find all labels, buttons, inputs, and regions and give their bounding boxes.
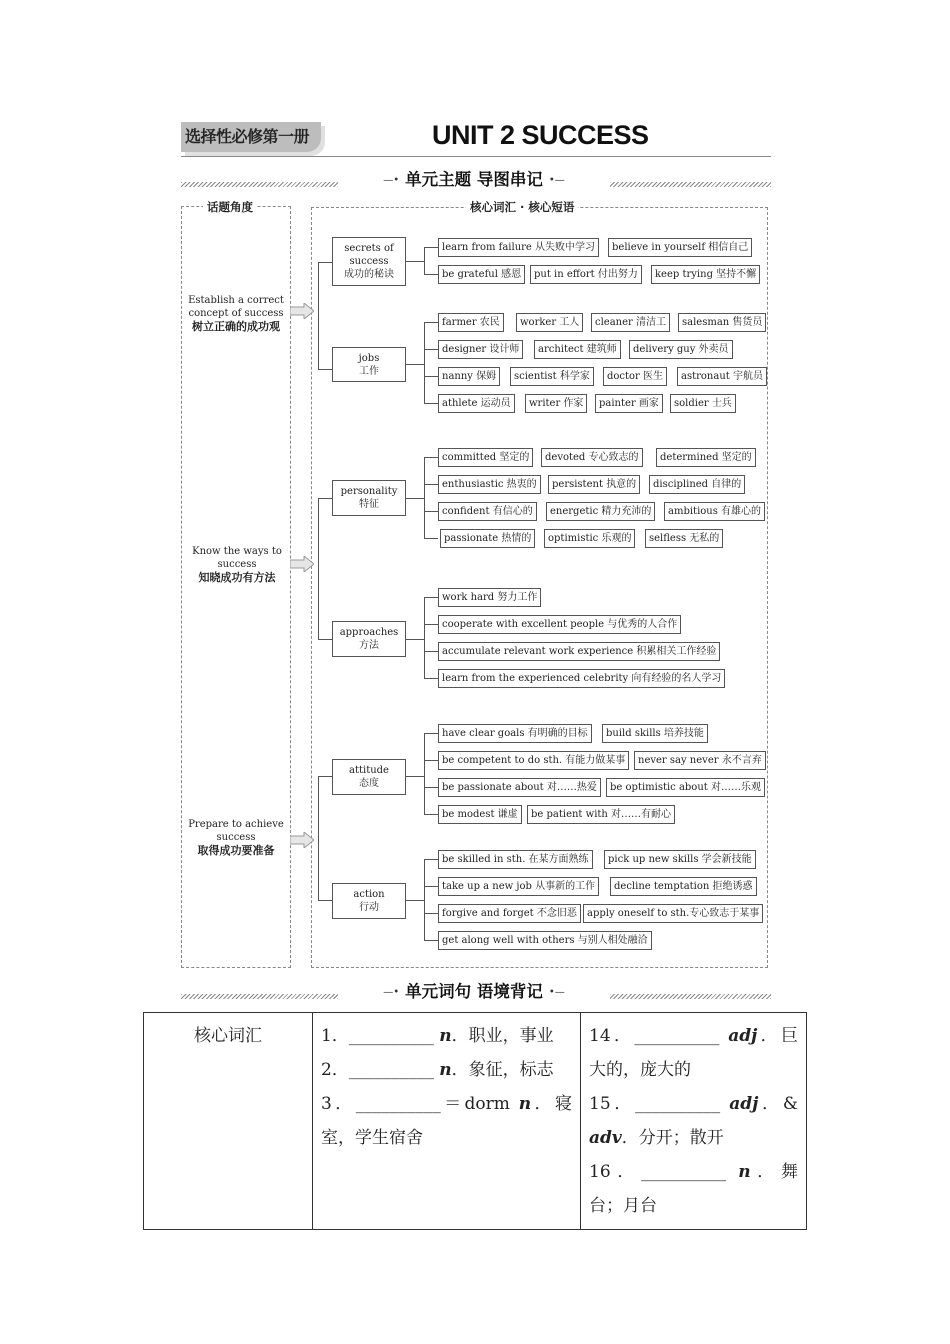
- connector: [424, 247, 438, 248]
- phrase-chip: keep trying 坚持不懈: [651, 265, 760, 284]
- connector: [424, 913, 438, 914]
- phrase-chip: nanny 保姆: [438, 367, 500, 386]
- item-number: 2．: [321, 1060, 349, 1080]
- vocab-header-cell: [144, 1013, 313, 1230]
- phrase-chip: forgive and forget 不念旧恶: [438, 904, 581, 923]
- connector: [424, 403, 438, 404]
- category-personality-en: personality: [340, 486, 398, 497]
- connector: [318, 900, 332, 901]
- phrase-chip: delivery guy 外卖员: [629, 340, 733, 359]
- category-jobs-cn: 工作: [359, 365, 379, 377]
- connector: [318, 498, 332, 499]
- part-of-speech: n: [738, 1162, 751, 1182]
- connector: [318, 262, 332, 263]
- connector: [318, 776, 332, 777]
- phrase-chip: cleaner 清洁工: [591, 313, 670, 332]
- vocab-header: 核心词汇: [194, 1026, 262, 1046]
- vocab-item-16: [589, 1155, 798, 1223]
- phrase-chip: astronaut 宇航员: [677, 367, 767, 386]
- phrase-chip: persistent 执意的: [548, 475, 640, 494]
- answer-blank[interactable]: __________: [348, 1026, 434, 1046]
- connector: [424, 322, 438, 323]
- part-of-speech: n: [439, 1060, 452, 1080]
- phrase-chip: designer 设计师: [438, 340, 523, 359]
- vocab-col2: [581, 1013, 807, 1230]
- vocab-item-2: [321, 1053, 572, 1087]
- angle-1-en: Establish a correct concept of success: [188, 295, 284, 319]
- angle-3-cn: 取得成功要准备: [197, 844, 275, 857]
- section1-title: 单元主题 导图串记: [399, 169, 549, 191]
- phrase-chip: be skilled in sth. 在某方面熟练: [438, 850, 593, 869]
- phrase-chip: accumulate relevant work experience 积累相关工作经验: [438, 642, 720, 661]
- phrase-chip: learn from the experienced celebrity 向有经验的名人学习: [438, 669, 725, 688]
- angle-1-cn: 树立正确的成功观: [192, 320, 280, 333]
- connector: [424, 814, 438, 815]
- connector: [424, 886, 438, 887]
- category-attitude-en: attitude: [349, 765, 389, 776]
- phrase-chip: architect 建筑师: [534, 340, 621, 359]
- connector: [424, 651, 438, 652]
- arrow-right-icon: [290, 556, 314, 572]
- section1-title-wrap: [338, 168, 610, 192]
- answer-blank[interactable]: __________: [641, 1162, 727, 1182]
- item-number: 15．: [589, 1094, 636, 1114]
- item-number: 1．: [321, 1026, 349, 1046]
- phrase-chip: painter 画家: [595, 394, 663, 413]
- phrase-chip: have clear goals 有明确的目标: [438, 724, 592, 743]
- phrase-chip: selfless 无私的: [645, 529, 723, 548]
- connector: [424, 511, 438, 512]
- phrase-chip: be patient with 对……有耐心: [527, 805, 675, 824]
- category-secrets-en: secrets of success: [344, 243, 394, 267]
- connector: [318, 369, 332, 370]
- connector: [424, 247, 425, 274]
- answer-blank[interactable]: __________: [348, 1060, 434, 1080]
- part-of-speech: n: [439, 1026, 452, 1046]
- category-attitude-cn: 态度: [359, 778, 379, 789]
- phrase-chip: pick up new skills 学会新技能: [604, 850, 756, 869]
- category-approaches-cn: 方法: [359, 640, 379, 651]
- connector: [406, 639, 424, 640]
- category-secrets-cn: 成功的秘诀: [344, 269, 394, 280]
- connector: [318, 776, 319, 900]
- phrase-chip: farmer 农民: [438, 313, 504, 332]
- item-meaning: ．象征，标志: [451, 1060, 554, 1080]
- dash-ornament-icon: —•: [383, 174, 400, 186]
- item-number: 14．: [589, 1026, 635, 1046]
- angle-2: [192, 545, 282, 584]
- dash-ornament-icon: •—: [548, 174, 565, 186]
- category-action: [332, 883, 406, 919]
- connector: [424, 349, 438, 350]
- phrase-chip: learn from failure 从失败中学习: [438, 238, 599, 257]
- connector: [424, 597, 425, 678]
- category-personality: [332, 480, 406, 516]
- phrase-chip: optimistic 乐观的: [544, 529, 635, 548]
- category-personality-cn: 特征: [359, 499, 379, 510]
- angle-2-en: Know the ways to success: [192, 546, 282, 570]
- connector: [406, 776, 424, 777]
- item-extra: ＝dorm: [440, 1094, 519, 1114]
- dash-ornament-icon: •—: [548, 986, 565, 998]
- connector: [424, 678, 438, 679]
- connector: [424, 484, 438, 485]
- phrase-chip: passionate 热情的: [440, 529, 535, 548]
- phrase-chip: determined 坚定的: [656, 448, 756, 467]
- category-jobs-en: jobs: [358, 352, 380, 364]
- phrase-chip: cooperate with excellent people 与优秀的人合作: [438, 615, 681, 634]
- phrase-chip: apply oneself to sth.专心致志于某事: [583, 904, 763, 923]
- vocab-item-14: [589, 1019, 798, 1087]
- section2-title: 单元词句 语境背记: [399, 981, 549, 1003]
- angle-2-cn: 知晓成功有方法: [198, 571, 276, 584]
- connector: [424, 538, 438, 539]
- header-rule: [181, 156, 771, 157]
- phrase-chip: decline temptation 拒绝诱惑: [610, 877, 757, 896]
- connector: [424, 457, 438, 458]
- item-number: 3．: [321, 1094, 356, 1114]
- phrase-chip: enthusiastic 热衷的: [438, 475, 541, 494]
- phrase-chip: doctor 医生: [603, 367, 667, 386]
- dash-ornament-icon: —•: [383, 986, 400, 998]
- phrase-chip: salesman 售货员: [678, 313, 766, 332]
- phrase-chip: be grateful 感恩: [438, 265, 525, 284]
- connector: [424, 733, 438, 734]
- vocab-item-15: [589, 1087, 798, 1155]
- connector: [406, 261, 424, 262]
- connector: [318, 498, 319, 639]
- connector: [424, 859, 425, 940]
- phrase-chip: be modest 谦虚: [438, 805, 522, 824]
- part-of-speech: adj: [728, 1026, 758, 1046]
- category-jobs: [332, 347, 406, 382]
- phrase-chip: writer 作家: [525, 394, 587, 413]
- phrase-chip: be passionate about 对……热爱: [438, 778, 601, 797]
- vocab-item-1: [321, 1019, 572, 1053]
- topic-angle-label: 话题角度: [203, 200, 257, 214]
- connector: [424, 733, 425, 814]
- phrase-chip: put in effort 付出努力: [530, 265, 642, 284]
- connector: [424, 787, 438, 788]
- phrase-chip: be competent to do sth. 有能力做某事: [438, 751, 629, 770]
- item-meaning: ．巨大的，庞大的: [589, 1026, 799, 1080]
- item-number: 16．: [589, 1162, 642, 1182]
- phrase-chip: build skills 培养技能: [602, 724, 708, 743]
- connector: [318, 639, 332, 640]
- part-of-speech: n: [518, 1094, 532, 1114]
- phrase-chip: work hard 努力工作: [438, 588, 541, 607]
- connector: [406, 364, 424, 365]
- phrase-chip: devoted 专心致志的: [541, 448, 643, 467]
- answer-blank[interactable]: __________: [634, 1026, 720, 1046]
- angle-3-en: Prepare to achieve success: [188, 819, 284, 843]
- connector: [424, 322, 425, 404]
- phrase-chip: committed 坚定的: [438, 448, 533, 467]
- item-meaning: ．职业，事业: [451, 1026, 554, 1046]
- phrase-chip: get along well with others 与别人相处融洽: [438, 931, 652, 950]
- category-approaches: [332, 621, 406, 657]
- phrase-chip: be optimistic about 对……乐观: [606, 778, 765, 797]
- phrase-chip: energetic 精力充沛的: [546, 502, 655, 521]
- phrase-chip: never say never 永不言弃: [634, 751, 766, 770]
- phrase-chip: ambitious 有雄心的: [664, 502, 765, 521]
- category-action-cn: 行动: [359, 902, 379, 913]
- answer-blank[interactable]: __________: [635, 1094, 721, 1114]
- connector: [424, 457, 425, 538]
- arrow-right-icon: [290, 832, 314, 848]
- arrow-right-icon: [290, 303, 314, 319]
- item-meaning: ．分开；散开: [621, 1128, 724, 1148]
- angle-3: [186, 818, 286, 857]
- connector: [424, 760, 438, 761]
- connector: [406, 498, 424, 499]
- phrase-chip: soldier 士兵: [670, 394, 736, 413]
- core-vocab-label: 核心词汇 · 核心短语: [466, 200, 578, 214]
- item-mid: ．&: [758, 1094, 798, 1114]
- part-of-speech: adj: [729, 1094, 759, 1114]
- vocab-item-3: [321, 1087, 572, 1155]
- category-action-en: action: [353, 889, 385, 900]
- connector: [424, 859, 438, 860]
- vocab-col1: [313, 1013, 581, 1230]
- connector: [424, 274, 438, 275]
- phrase-chip: believe in yourself 相信自己: [608, 238, 752, 257]
- item-meaning: ．寝室，学生宿舍: [321, 1094, 572, 1148]
- phrase-chip: worker 工人: [516, 313, 583, 332]
- category-attitude: [332, 759, 406, 795]
- book-label: 选择性必修第一册: [181, 122, 321, 152]
- connector: [424, 376, 438, 377]
- connector: [406, 900, 424, 901]
- vocab-table: [143, 1012, 807, 1230]
- phrase-chip: scientist 科学家: [510, 367, 594, 386]
- answer-blank[interactable]: __________: [355, 1094, 441, 1114]
- section2-title-wrap: [338, 980, 610, 1004]
- unit-title: UNIT 2 SUCCESS: [432, 120, 649, 150]
- part-of-speech: adv: [589, 1128, 622, 1148]
- item-meaning: ．舞台；月台: [589, 1162, 799, 1216]
- connector: [424, 940, 438, 941]
- connector: [318, 262, 319, 369]
- phrase-chip: athlete 运动员: [438, 394, 515, 413]
- angle-1: [184, 294, 288, 333]
- connector: [424, 597, 438, 598]
- phrase-chip: confident 有信心的: [438, 502, 537, 521]
- phrase-chip: take up a new job 从事新的工作: [438, 877, 599, 896]
- category-approaches-en: approaches: [339, 627, 399, 638]
- connector: [424, 624, 438, 625]
- category-secrets: [332, 237, 406, 286]
- phrase-chip: disciplined 自律的: [649, 475, 745, 494]
